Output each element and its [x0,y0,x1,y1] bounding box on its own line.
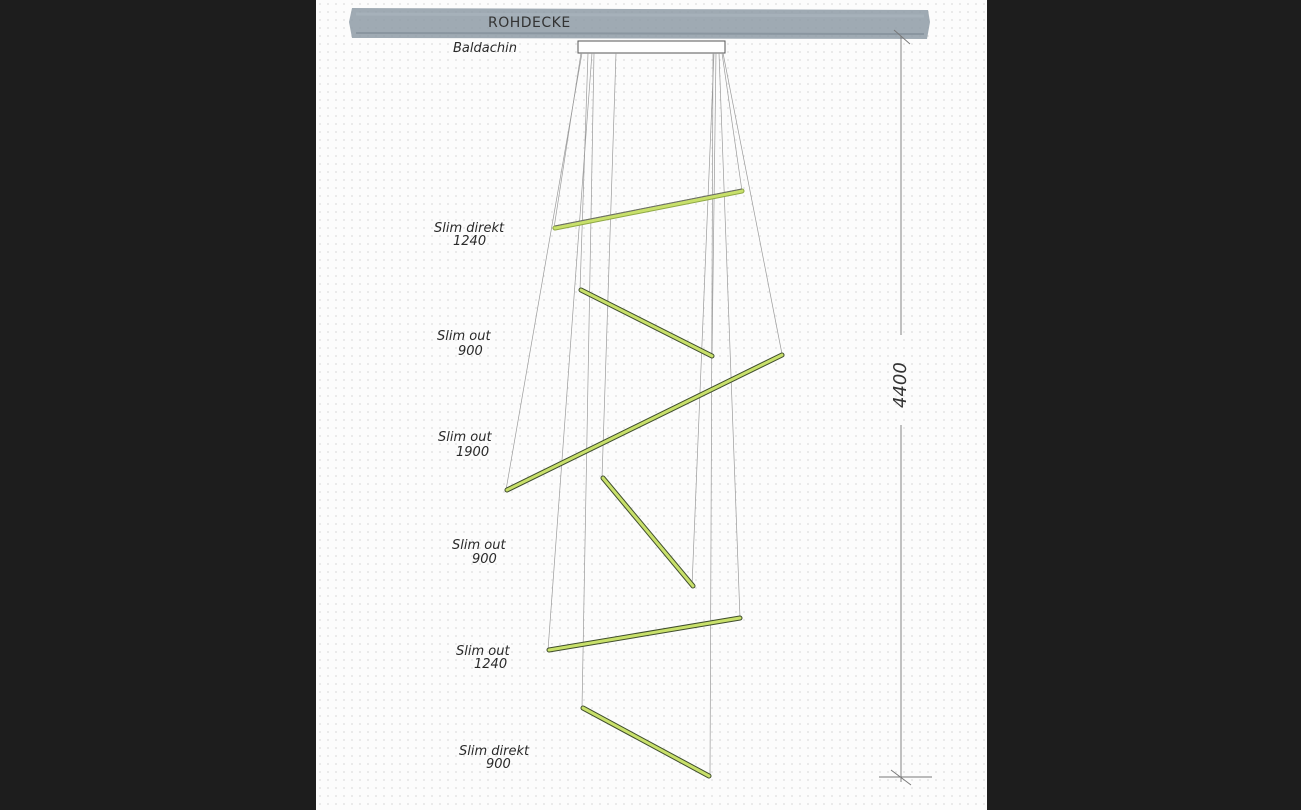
ceiling [349,8,930,39]
canopy-box [578,41,725,53]
fixtures [507,189,782,776]
fixture-4-size: 900 [472,552,497,567]
pendant-light-sketch [316,0,987,810]
fixture-1-name: Slim direkt [434,221,505,236]
fixture-3-name: Slim out [438,430,492,445]
suspension-wires [506,53,782,776]
canopy-label: Baldachin [453,41,517,56]
fixture-4-name: Slim out [452,538,506,553]
fixture-slim-out-1240 [549,618,740,650]
fixture-slim-out-900-a [581,290,712,356]
ceiling-label: ROHDECKE [488,15,571,31]
fixture-6-name: Slim direkt [459,744,530,759]
fixture-slim-out-900-b [603,478,693,586]
drawing-sheet [316,0,987,810]
fixture-5-size: 1240 [474,657,508,672]
fixture-slim-direkt-900 [583,708,709,776]
fixture-5-name: Slim out [456,644,510,659]
fixture-2-name: Slim out [437,329,491,344]
fixture-6-size: 900 [486,757,511,772]
canopy [453,41,725,56]
height-dimension-value: 4400 [890,362,911,408]
fixture-slim-out-1900 [507,355,782,490]
fixture-3-size: 1900 [456,445,490,460]
height-dimension [879,30,932,785]
fixture-1-size: 1240 [453,234,487,249]
fixture-2-size: 900 [458,344,483,359]
fixture-labels [434,221,530,772]
